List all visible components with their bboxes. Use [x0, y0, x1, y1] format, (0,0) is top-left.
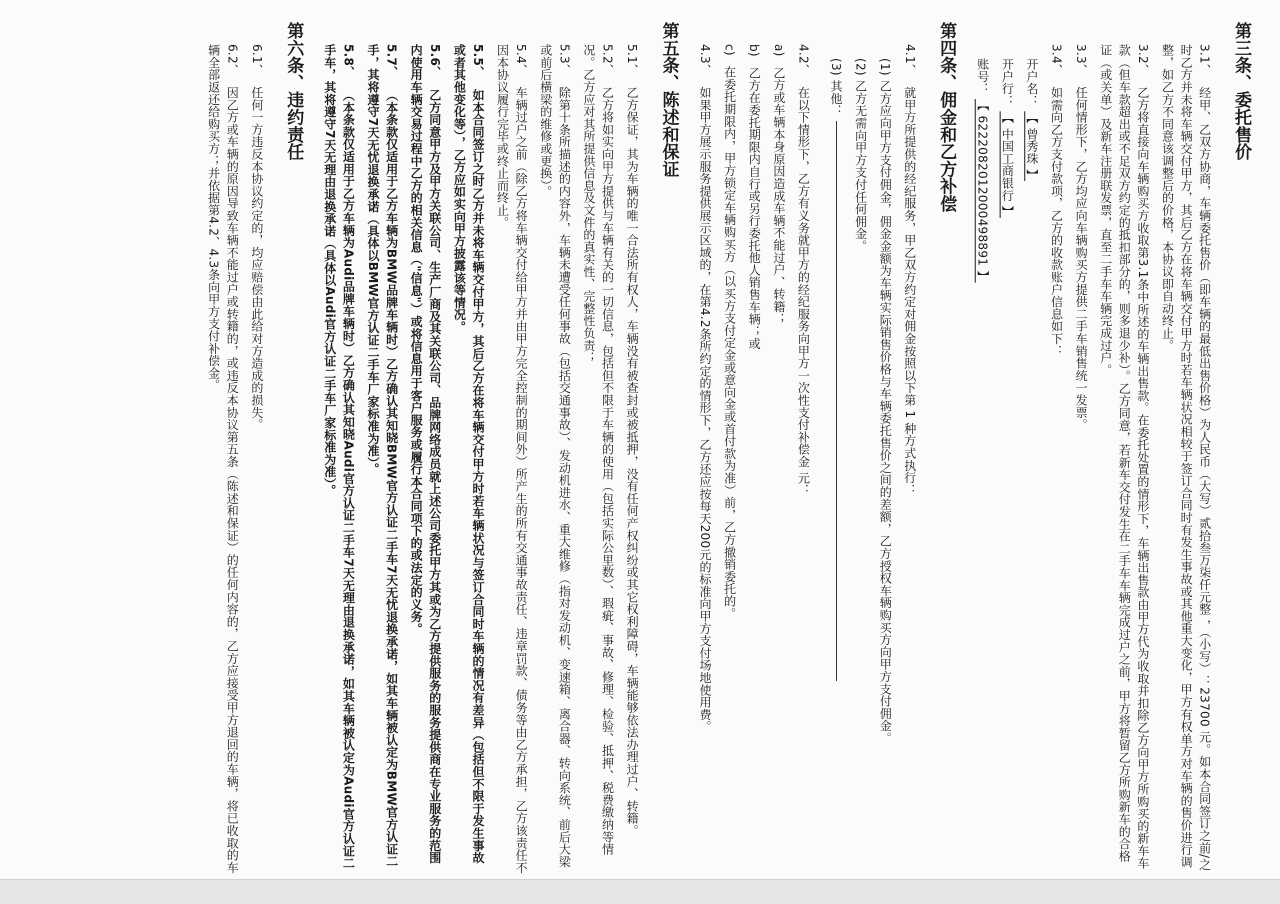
clause-text: 任何一方违反本协议约定的，均应赔偿由此给对方造成的损失。 [249, 86, 264, 431]
account-name-row [1022, 22, 1041, 874]
scanner-bed-edge [0, 880, 1280, 904]
clause-number: 4.1、 [902, 44, 917, 77]
clause-number: 5.6、 [427, 44, 442, 79]
section-3-title: 第三条、委托售价 [1231, 22, 1251, 161]
clause-text: 乙方保证，其为车辆的唯一合法所有权人，车辆没有被查封或被抵押，没有任何产权纠纷或其它权利障碍，车辆能够依法办理过户、转籍。 [625, 86, 640, 837]
clause-text: （本条款仅适用于乙方车辆为Audi品牌车辆时）乙方确认其知晓Audi官方认证二手车7天无理由退换承诺，如其车辆被认定为Audi官方认证二手车，其将遵守7天无理由退换承诺（具体以Audi官方认证二手车厂家标准为准）。 [322, 44, 356, 870]
clause-number: 5.7、 [384, 44, 399, 79]
clause-4-2 [794, 22, 813, 874]
account-number-value: 【 6222082012000498891 】 [975, 99, 990, 283]
clause-5-7 [363, 22, 400, 874]
account-name-label: 开户名： [1024, 58, 1039, 108]
item-letter: c) [722, 44, 737, 56]
clause-number: 3.4、 [1049, 44, 1064, 77]
item-text: 在委托期限内，甲方锁定车辆购买方（以买方支付定金或意向金或首付款为准）前，乙方撤销委托的。 [722, 66, 737, 620]
clause-5-6 [407, 22, 444, 874]
clause-text: 乙方同意甲方及甲方关联公司、生产厂商及其关联公司、品牌网络成员就上述公司委托甲方其或为乙方提供服务的服务提供商在专业服务的范围内使用车辆交易过程中乙方的相关信息（"信息"）或将信息用于客户服务或履行本合同项下的或法定的义务。 [409, 44, 442, 864]
clause-text: 乙方将直接向车辆购买方收取第3.1条中所述的车辆出售款。在委托处置的情形下，车辆出售款由甲方代为收取并扣除乙方向甲方所购买的新车车款（但车款超出或不足双方约定的抵扣部分的，则多退少补）。乙方同意，若新车交付发生在二手车车辆完成过户之前，甲方将暂留乙方所购新车的合格证（或关单）及新车注册联发票，直至二手车车辆完成过户。 [1098, 44, 1150, 870]
clause-text: 除第十条所描述的内容外，车辆未遭受任何事故（包括交通事故）、发动机进水、重大维修（指对发动机、变速箱、离合器、转向系统、前后大梁或前后横梁的维修或更换）。 [538, 44, 572, 868]
clause-number: 5.2、 [600, 44, 615, 77]
clause-5-1 [623, 22, 642, 874]
clause-4-1-option-1 [876, 22, 895, 874]
clause-number: 3.3、 [1074, 44, 1089, 77]
section-5-title: 第五条、陈述和保证 [658, 22, 679, 178]
clause-text: 乙方将如实向甲方提供与车辆有关的一切信息，包括但不限于车辆的使用（包括实际公里数）、瑕疵、事故、修理、检验、抵押、税费缴纳等情况。乙方应对其所提供信息及文件的真实性、完整性负责； [581, 44, 615, 856]
item-text: 乙方或车辆本身原因造成车辆不能过户、转籍； [771, 66, 786, 326]
clause-number: 5.4、 [514, 44, 529, 77]
account-number-label: 账号： [975, 58, 990, 95]
clause-4-2-c [720, 22, 739, 874]
option-text: (2) 乙方无需向甲方支付任何佣金。 [853, 58, 868, 253]
contract-text [70, 22, 1260, 874]
clause-number: 3.1、 [1197, 44, 1212, 77]
clause-number: 5.5、 [470, 44, 485, 79]
option-text: (1) 乙方应向甲方支付佣金，佣金金额为车辆实际销售价格与车辆委托售价之间的差额，乙方授权车辆购买方向甲方支付佣金。 [878, 58, 893, 745]
clause-6-1 [247, 22, 266, 874]
clause-number: 5.8、 [341, 44, 356, 79]
fill-in-blank [836, 121, 837, 681]
clause-number: 6.2、 [225, 44, 240, 77]
clause-3-3 [1072, 22, 1091, 874]
clause-number: 4.2、 [796, 44, 811, 77]
clause-3-4 [1047, 22, 1066, 874]
clause-text: 经甲、乙双方协商，车辆委托售价（即车辆的最低出售价格）为人民币（大写）贰拾叁万柒仟元整 ，（小写）：23700 元。如本合同签订之前/之时乙方并未将车辆交付甲方，其后乙方在将车辆交付甲方时若车辆状况相较于签订合同时有发生事故或其他重大变化，甲方有权单方对车辆的售价进行调整，如乙方不同意该调整后的价格，本协议即自动终止。 [1160, 44, 1212, 871]
clause-4-1-option-2 [851, 22, 870, 874]
clause-number: 5.1、 [625, 44, 640, 77]
item-text: 乙方在委托期限内自行或另行委托他人销售车辆；或 [747, 67, 762, 350]
account-name-value: 【 曾秀珠 】 [1024, 111, 1039, 182]
clause-number: 3.2、 [1135, 44, 1150, 77]
clause-text: 任何情形下，乙方均应向车辆购买方提供二手车销售统一发票。 [1074, 86, 1089, 431]
clause-4-2-b [745, 22, 764, 874]
clause-text: 在以下情形下，乙方有义务就甲方的经纪服务向甲方一次性支付补偿金 元： [796, 86, 811, 497]
item-letter: a) [771, 44, 786, 57]
section-4-title: 第四条、佣金和乙方补偿 [936, 22, 957, 213]
clause-4-2-a [769, 22, 788, 874]
clause-text: 如果甲方展示服务提供展示区域的，在第4.2条所约定的情形下，乙方还应按每天200元的标准向甲方支付场地使用费。 [698, 86, 713, 733]
clause-text: 就甲方所提供的经纪服务，甲乙双方约定对佣金按照以下第 1 种方式执行： [902, 86, 917, 497]
clause-text: 因乙方或车辆的原因导致车辆不能过户或转籍的，或违反本协议第五条（陈述和保证）的任何内容的，乙方应接受甲方退回的车辆，将已收取的车辆全部返还给购买方；并依据第4.2、4.3条向甲方支付补偿金。 [206, 44, 240, 874]
section-6-title: 第六条、违约责任 [283, 22, 304, 161]
clause-3-1 [1158, 22, 1214, 874]
clause-number: 5.3、 [557, 44, 572, 77]
bank-value: 【 中国工商银行 】 [1000, 111, 1015, 218]
clause-6-2 [204, 22, 241, 874]
item-letter: b) [747, 44, 762, 57]
clause-text: 如本合同签订之时乙方并未将车辆交付甲方，其后乙方在将车辆交付甲方时若车辆状况与签订合同时车辆的情况有差异（包括但不限于发生事故或者其他变化等），乙方应如实向甲方披露该等情况。 [452, 44, 485, 864]
clause-text: 车辆过户之前（除乙方将车辆交付给甲方并由甲方完全控制的期间外）所产生的所有交通事故责任、违章罚款、债务等由乙方承担，乙方该责任不因本协议履行完毕或终止而终止。 [495, 44, 529, 874]
option-text: (3) 其他： [829, 58, 843, 117]
clause-text: （本条款仅适用于乙方车辆为BMW品牌车辆时）乙方确认其知晓BMW官方认证二手车7天无忧退换承诺，如其车辆被认定为BMW官方认证二手，其将遵守7天无忧退换承诺（具体以BMW官方认证二手车厂家标准为准）。 [365, 44, 399, 868]
clause-3-2 [1096, 22, 1152, 874]
clause-5-8 [320, 22, 357, 874]
clause-4-3 [695, 22, 714, 874]
clause-5-3 [536, 22, 573, 874]
clause-number: 4.3、 [698, 44, 713, 77]
clause-number: 6.1、 [249, 44, 264, 77]
clause-5-5 [450, 22, 487, 874]
clause-4-1-option-3 [826, 22, 845, 874]
clause-5-2 [579, 22, 616, 874]
clause-5-4 [493, 22, 530, 874]
bank-label: 开户行： [1000, 58, 1015, 108]
clause-4-1 [900, 22, 919, 874]
account-number-row [973, 22, 992, 874]
bank-row [998, 22, 1017, 874]
clause-text: 如需向乙方支付款项，乙方的收款账户信息如下： [1049, 86, 1064, 358]
